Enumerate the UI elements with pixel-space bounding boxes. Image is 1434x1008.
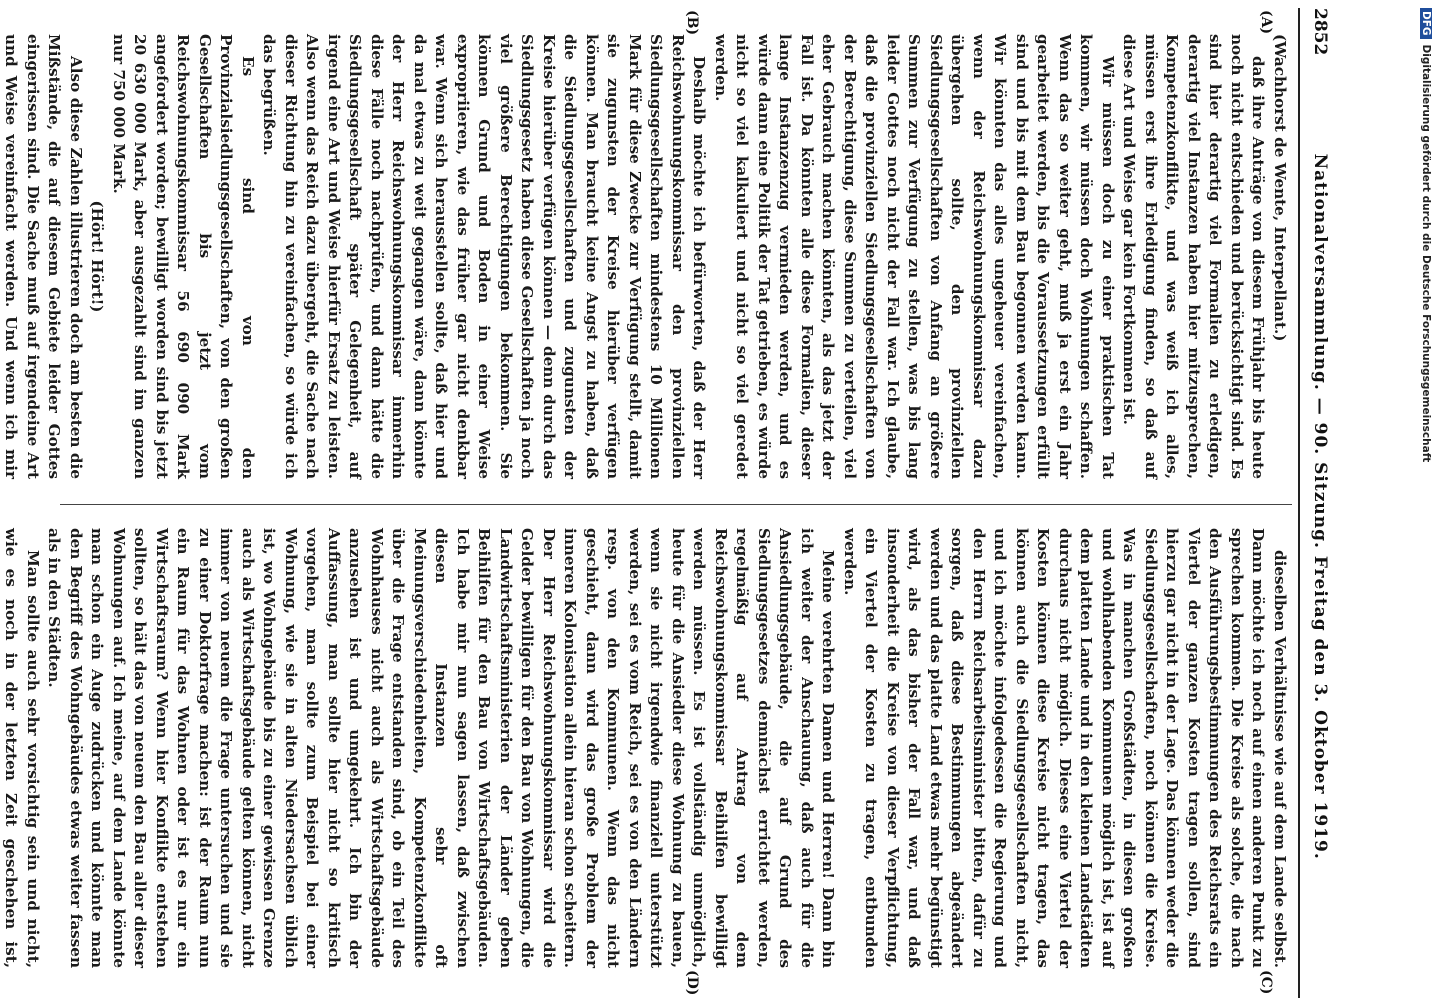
- page-number: 2852: [1310, 8, 1330, 56]
- right-column: [2, 528, 1290, 968]
- speaker-label: (Wachhorst de Wente, Interpellant.): [1271, 34, 1289, 342]
- paragraph: daß ihre Anträge von diesem Frühjahr bis heute noch nicht entschieden und berücksichtigt sind. Es sind hier derartig viel Formalien zu erledigen, derartig viel Instanzen haben hier mitzusprechen, Kompetenzkonflikte, und was weiß ich alles, müssen erst ihre Erledigung finden, so daß auf diese Art und Weise gar kein Fortkommen ist.: [1120, 34, 1268, 479]
- page-header: [1298, 8, 1340, 998]
- paragraph: Deshalb möchte ich befürworten, daß der Herr Reichswohnungskommissar den provinziellen Siedlungsgesellschaften mindestens 10 Millionen Mark für diese Zwecke zur Verfügung stellt, damit sie zugunsten der Kreise hierüber verfügen können. Man braucht keine Angst zu haben, daß die Siedlungsgesellschaften und zugunsten der Kreise hierüber verfügen können — denn durch das Siedlungsgesetz haben diese Gesellschaften ja noch viel größere Berechtigungen bekommen. Sie können Grund und Boden in einer Weise expropriieren, wie das früher gar nicht denkbar war. Wenn sich herausstellen sollte, daß hier und da mal etwas zu weit gegangen wäre, dann könnte der Herr Reichswohnungskommissar immerhin diese Fälle noch nachprüfen, und dann hätte die Siedlungsgesellschaft später Gelegenheit, auf irgend eine Art und Weise hierfür Ersatz zu leisten. Also wenn das Reich dazu übergeht, die Sache nach dieser Richtung hin zu vereinfachen, so würde ich das begrüßen.: [260, 34, 709, 479]
- margin-marker-a: (A): [1258, 10, 1274, 35]
- margin-marker-c: (C): [1258, 970, 1274, 995]
- page-title: Nationalversammlung. — 90. Sitzung. Freitag den 3. Oktober 1919.: [1310, 153, 1330, 860]
- paragraph: Man sollte auch sehr vorsichtig sein und nicht, wie es noch in der letzten Zeit geschehen ist,: [2, 528, 42, 968]
- funding-note: [1412, 0, 1434, 1000]
- column-divider: [60, 504, 1292, 505]
- funding-note-text: [1420, 8, 1432, 1008]
- interjection: (Hört! Hört!): [88, 200, 107, 313]
- paragraph: Meine verehrten Damen und Herren! Dann bin ich weiter der Anschauung, daß auch für die Ansiedlungsgebäude, die auf Grund des Siedlungsgesetzes demnächst errichtet werden, regelmäßig auf Antrag von dem Reichswohnungskommissar Beihilfen bewilligt werden müssen. Es ist vollständig unmöglich, heute für die Ansiedler diese Wohnung zu bauen, wenn sie nicht irgendwie finanziell unterstützt werden, sei es vom Reich, sei es von den Ländern resp. von den Kommunen. Wenn das nicht geschieht, dann wird das große Problem der inneren Kolonisation allein hieran schon scheitern. Der Herr Reichswohnungskommissar wird die Gelder bewilligen für den Bau von Wohnungen, die Landwirtschaftsministerien der Länder geben Beihilfen für den Bau von Wirtschaftsgebäuden. Ich habe mir nun sagen lassen, daß zwischen diesen Instanzen sehr oft Meinungsverschiedenheiten, Kompetenzkonflikte über die Frage entstanden sind, ob ein Teil des Wohnhauses nicht auch als Wirtschaftsgebäude anzusehen ist und umgekehrt. Ich bin der Auffassung, man sollte hier nicht so kritisch vorgehen, man sollte zum Beispiel bei einer Wohnung, wie sie in alten Niedersachsen üblich ist, wo Wohngebäude bis zu einer gewissen Grenze auch als Wirtschaftsgebäude gelten können, nicht immer von neuem die Frage untersuchen und sie zu einer Doktorfrage machen: ist der Raum nun ein Raum für das Wohnen oder ist es nur ein Wirtschaftsraum? Wenn hier Konflikte entstehen sollten, so hält das von neuem den Bau aller dieser Wohnungen auf. Ich meine, auf dem Lande könnte man schon ein Auge zudrücken und könnte man den Begriff des Wohngebäudes etwas weiter fassen als in den Städten.: [45, 528, 838, 968]
- paragraph: Es sind von den Provinzialsiedlungsgesellschaften, von den großen Gesellschaften bis jetzt vom Reichswohnungskommissar 56 690 090 Mark angefordert worden; bewilligt worden sind bis jetzt 20 630 000 Mark, aber ausgezahlt sind im ganzen nur 750 000 Mark.: [110, 34, 257, 479]
- margin-marker-d: (D): [684, 970, 700, 996]
- paragraph: dieselben Verhältnisse wie auf dem Lande selbst. Dann möchte ich noch auf einen anderen Punkt zu sprechen kommen. Die Kreise als solche, die nach den Ausführungsbestimmungen des Reichsrats ein Viertel der ganzen Kosten tragen sollen, sind hierzu gar nicht in der Lage. Das können weder die Siedlungsgesellschaften, noch können die Kreise. Was in manchen Großstädten, in diesen großen und wohlhabenden Kommunen möglich ist, ist auf dem platten Lande und in den kleinen Landstädten durchaus nicht möglich. Dieses eine Viertel der Kosten können diese Kreise nicht tragen, das können auch die Siedlungsgesellschaften nicht, und ich möchte infolgedessen die Regierung und den Herrn Reichsarbeitsminister bitten, dafür zu sorgen, daß diese Bestimmungen abgeändert werden und das platte Land etwas mehr begünstigt wird, als das bisher der Fall war, und daß insonderheit die Kreise von dieser Verpflichtung, ein Viertel der Kosten zu tragen, entbunden werden.: [841, 528, 1289, 968]
- funding-note-label: Digitalisierung gefördert durch die Deutsche Forschungsgemeinschaft: [1420, 44, 1432, 463]
- paragraph: Also diese Zahlen illustrieren doch am besten die Mißstände, die auf diesem Gebiete leider Gottes eingerissen sind. Die Sache muß auf irgendeine Art und Weise vereinfacht werden. Und wenn ich mir: [2, 34, 85, 479]
- rotated-document: [2, 8, 1340, 998]
- margin-marker-b: (B): [684, 10, 700, 36]
- left-column: [2, 34, 1290, 479]
- paragraph: Wir müssen doch zu einer praktischen Tat kommen, wir müssen doch Wohnungen schaffen. Wenn das so weiter geht, muß ja erst ein Jahr gearbeitet werden, bis die Voraussetzungen erfüllt sind und bis mit dem Bau begonnen werden kann. Wir könnten das alles ungeheuer vereinfachen, wenn der Reichswohnungskommissar dazu übergehen sollte, den provinziellen Siedlungsgesellschaften von Anfang an größere Summen zur Verfügung zu stellen, was bis lang leider Gottes noch nicht der Fall war. Ich glaube, daß die provinziellen Siedlungsgesellschaften von der Berechtigung, diese Summen zu verteilen, viel eher Gebrauch machen könnten, als das jetzt der Fall ist. Da könnten alle diese Formalien, dieser lange Instanzenzug vermieden werden, und es würde dann eine Politik der Tat getrieben, es würde nicht so viel kalkuliert und nicht so viel geredet werden.: [712, 34, 1117, 479]
- dfg-logo: DFG: [1420, 8, 1432, 39]
